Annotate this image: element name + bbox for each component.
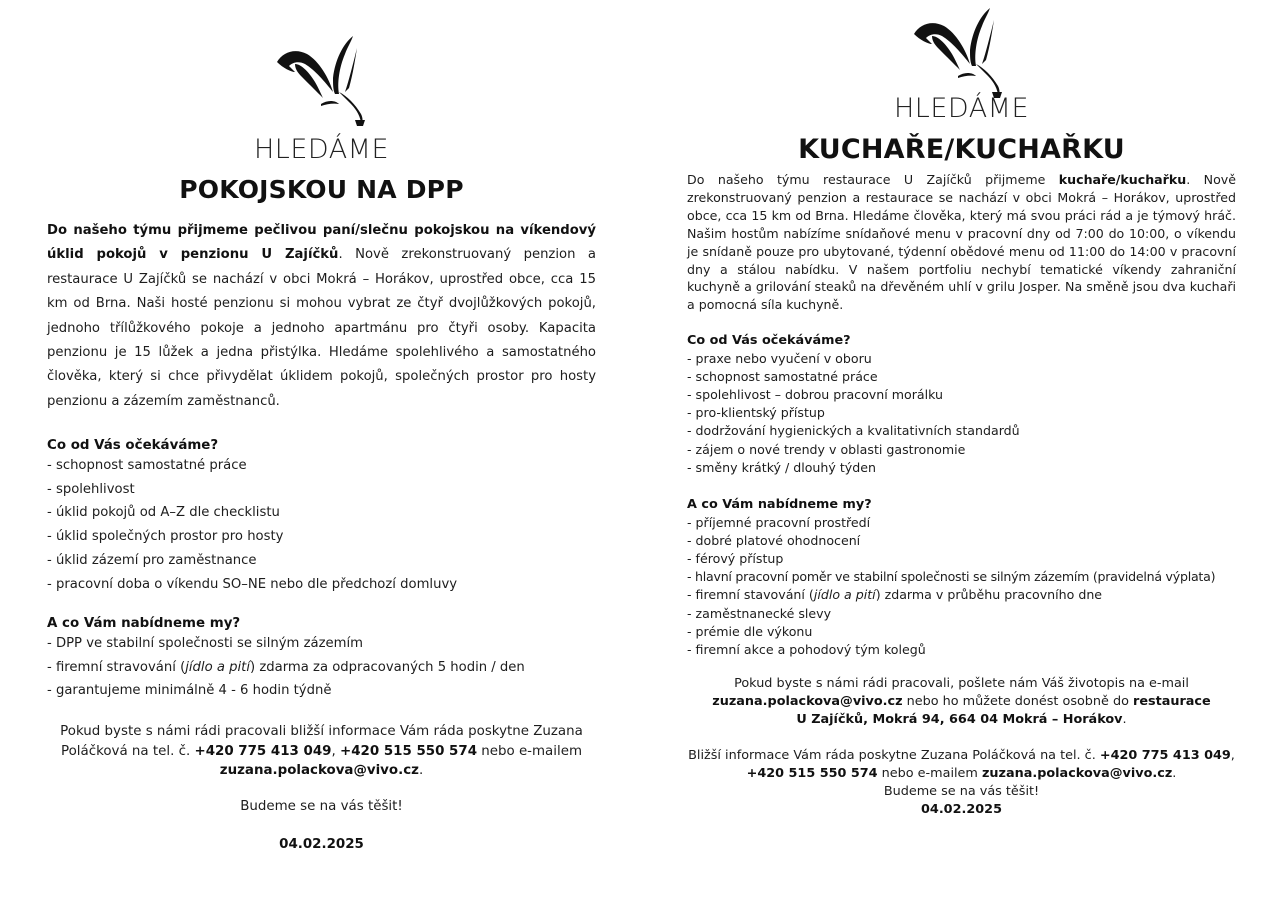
list-item: - prémie dle výkonu xyxy=(687,623,813,639)
list-item: - schopnost samostatné práce xyxy=(47,458,247,473)
expectations-heading: Co od Vás očekáváme? xyxy=(687,333,851,348)
heading-hledame: HLEDÁME xyxy=(893,93,1030,124)
intro-bold: Do našeho týmu přijmeme pečlivou paní/slečnu pokojskou na víkendový úklid pokojů v penzionu U Zajíčků xyxy=(47,223,596,263)
list-item: - firemní akce a pohodový tým kolegů xyxy=(687,641,926,657)
email-address: zuzana.polackova@vivo.cz xyxy=(981,766,1173,781)
phone-number: +420 775 413 049 xyxy=(1099,748,1231,763)
list-item: - dodržování hygienických a kvalitativních standardů xyxy=(687,423,1020,439)
list-item: - pro-klientský přístup xyxy=(687,405,825,421)
list-item: - schopnost samostatné práce xyxy=(687,368,878,384)
list-item: - úklid pokojů od A–Z dle checklistu xyxy=(47,505,280,521)
expectations-heading: Co od Vás očekáváme? xyxy=(47,438,219,453)
list-item: - férový přístup xyxy=(687,550,784,566)
closing-text: Budeme se na vás těšit! xyxy=(240,799,403,814)
expectations-section xyxy=(687,332,1236,477)
apply-paragraph: Pokud byste s námi rádi pracovali, pošlete nám Váš životopis na e-mail zuzana.polackova@vivo.cz nebo ho můžete donést osobně do restaurace U Zajíčků, Mokrá 94, 664 04 Mokrá – Horákov. xyxy=(712,676,1211,727)
offer-heading: A co Vám nabídneme my? xyxy=(47,616,241,631)
list-item: - zájem o nové trendy v oblasti gastronomie xyxy=(687,441,966,457)
restaurant-address: restaurace U Zajíčků, Mokrá 94, 664 04 Mokrá – Horákov xyxy=(796,694,1211,727)
offer-section xyxy=(687,496,1236,659)
expectations-list xyxy=(687,350,1236,477)
expectations-list xyxy=(47,454,596,596)
list-item: - hlavní pracovní poměr ve stabilní společnosti se silným zázemím (pravidelná výplata) xyxy=(687,569,1216,585)
list-item: - úklid společných prostor pro hosty xyxy=(47,529,284,545)
list-item: - spolehlivost – dobrou pracovní morálku xyxy=(687,386,943,402)
list-item: - pracovní doba o víkendu SO–NE nebo dle předchozí domluvy xyxy=(47,576,458,592)
list-item: - směny krátký / dlouhý týden xyxy=(687,459,876,475)
phone-number: +420 515 550 574 xyxy=(746,766,878,781)
expectations-section xyxy=(47,437,596,596)
rabbit-logo-icon xyxy=(273,34,369,128)
date: 04.02.2025 xyxy=(279,837,364,852)
phone-number: +420 515 550 574 xyxy=(340,743,478,759)
offer-heading: A co Vám nabídneme my? xyxy=(687,497,872,512)
contact-paragraph: Pokud byste s námi rádi pracovali bližší informace Vám ráda poskytne Zuzana Poláčková na tel. č. +420 775 413 049, +420 515 550 574 nebo e-mailem zuzana.polackova@vivo.cz. xyxy=(60,724,583,778)
offer-section xyxy=(47,615,596,703)
list-item: - firemní stavování (jídlo a pití) zdarma v průběhu pracovního dne xyxy=(687,587,1103,603)
list-item: - firemní stravování (jídlo a pití) zdarma za odpracovaných 5 hodin / den xyxy=(47,659,525,675)
job-title: KUCHAŘE/KUCHAŘKU xyxy=(798,134,1125,165)
email-address: zuzana.polackova@vivo.cz xyxy=(712,694,903,709)
closing-text: Budeme se na vás těšit! xyxy=(883,784,1040,799)
list-item: - DPP ve stabilní společnosti se silným zázemím xyxy=(47,636,363,651)
intro-paragraph xyxy=(47,219,596,414)
date: 04.02.2025 xyxy=(921,802,1002,817)
rabbit-logo-icon xyxy=(910,6,1006,100)
job-title: POKOJSKOU NA DPP xyxy=(179,175,464,204)
phone-number: +420 775 413 049 xyxy=(194,743,332,759)
offer-list xyxy=(47,632,596,703)
list-item: - úklid zázemí pro zaměstnance xyxy=(47,552,257,568)
email-address: zuzana.polackova@vivo.cz xyxy=(219,763,419,778)
list-item: - zaměstnanecké slevy xyxy=(687,605,832,621)
list-item: - dobré platové ohodnocení xyxy=(687,532,861,548)
contact-paragraph: Bližší informace Vám ráda poskytne Zuzana Poláčková na tel. č. +420 775 413 049, +420 515 550 574 nebo e-mailem zuzana.polackova@vivo.cz. Budeme se na vás těšit! 04.02.2025 xyxy=(688,748,1235,817)
intro-text: . Nově zrekonstruovaný penzion a restaurace U Zajíčků se nachází v obci Mokrá – Horákov, uprostřed obce, cca 15 km od Brna. Naši hosté penzionu si mohou vybrat ze čtyř dvojlůžkových pokojů, jednoho třílůžkového pokoje a jednoho apartmánu pro čtyři osoby. Kapacita penzionu je 15 lůžek a jedna přistýlka. Hledáme spolehlivého a samostatného člověka, který si chce přivydělat úklidem pokojů, společných prostor pro hosty penzionu a zázemím zaměstnanců. xyxy=(47,247,596,409)
list-item: - spolehlivost xyxy=(47,481,135,497)
list-item: - garantujeme minimálně 4 - 6 hodin týdně xyxy=(47,683,332,699)
list-item: - příjemné pracovní prostředí xyxy=(687,514,871,530)
intro-paragraph: Do našeho týmu restaurace U Zajíčků přijmeme kuchaře/kuchařku. Nově zrekonstruovaný penzion a restaurace se nachází v obci Mokrá – Horákov, uprostřed obce, cca 15 km od Brna. Hledáme člověka, který má svou práci rád a je týmový hráč. Našim hostům nabízíme snídaňové menu v pracovní dny od 7:00 do 10:00, o víkendu je snídaně pouze pro ubytované, týdenní obědové menu od 11:00 do 14:00 v pracovní dny a stálou nabídku. V našem portfoliu nechybí tematické víkendy zahraniční kuchyně a grilování steaků na dřevěném uhlí v grilu Josper. Na směně jsou dva kuchaři a pomocná síla kuchyně. xyxy=(687,172,1236,313)
list-item: - praxe nebo vyučení v oboru xyxy=(687,350,872,366)
heading-hledame: HLEDÁME xyxy=(253,134,390,165)
intro-bold: kuchaře/kuchařku xyxy=(1058,172,1187,187)
offer-list xyxy=(687,514,1236,660)
